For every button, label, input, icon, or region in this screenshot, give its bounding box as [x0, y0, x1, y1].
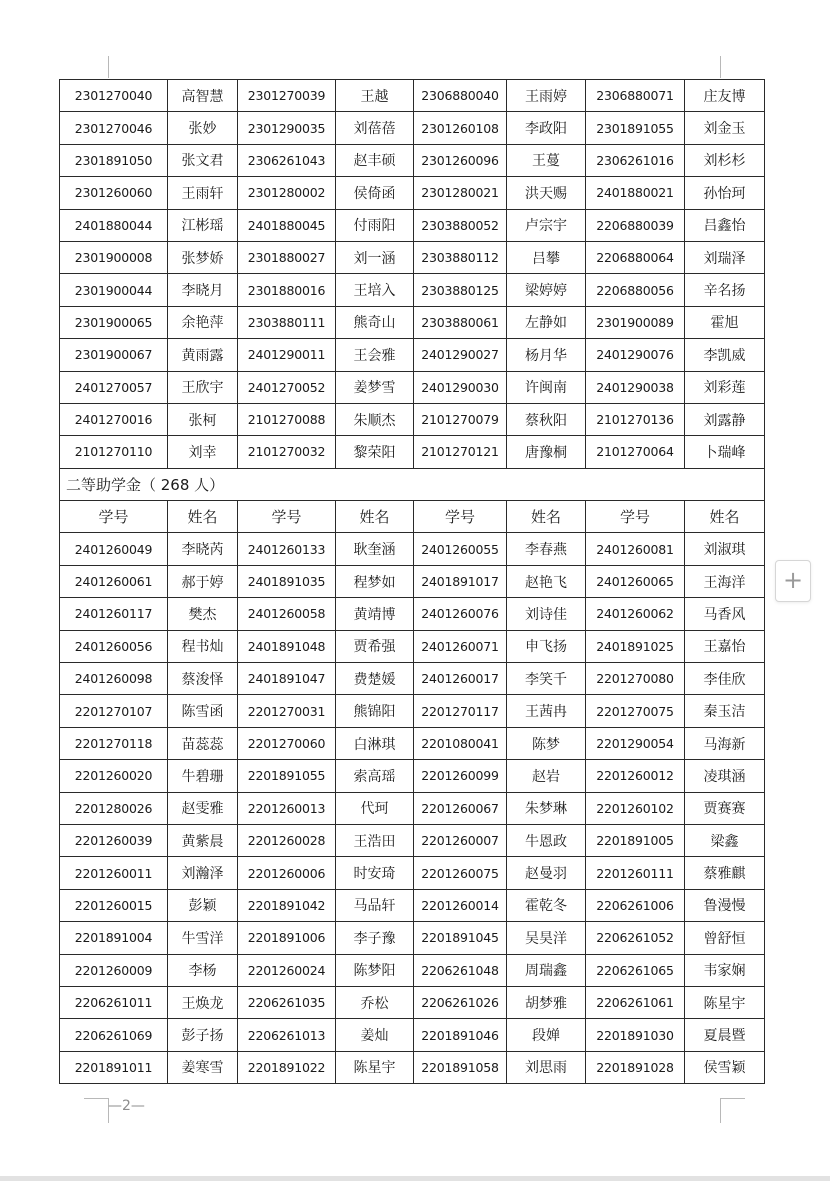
student-id-cell: 2301900089 [586, 306, 685, 338]
student-name-cell: 马品轩 [336, 889, 414, 921]
student-name-cell: 姜寒雪 [168, 1051, 238, 1083]
add-button[interactable]: + [775, 560, 811, 602]
student-id-cell: 2201280026 [60, 792, 168, 824]
student-id-cell: 2201260009 [60, 954, 168, 986]
student-id-cell: 2201270080 [586, 663, 685, 695]
student-id-cell: 2301880027 [238, 241, 336, 273]
student-name-cell: 刘诗佳 [507, 598, 586, 630]
student-id-cell: 2401891048 [238, 630, 336, 662]
table-row [60, 403, 765, 435]
student-name-cell: 苗蕊蕊 [168, 727, 238, 759]
student-id-cell: 2201260012 [586, 760, 685, 792]
student-id-cell: 2401260071 [414, 630, 507, 662]
student-name-cell: 刘一涵 [336, 241, 414, 273]
student-id-cell: 2201260020 [60, 760, 168, 792]
student-id-cell: 2401891025 [586, 630, 685, 662]
student-name-cell: 王海洋 [685, 565, 765, 597]
student-name-cell: 蔡浚怿 [168, 663, 238, 695]
student-id-cell: 2206880039 [586, 209, 685, 241]
student-id-cell: 2301280002 [238, 177, 336, 209]
student-name-cell: 王焕龙 [168, 986, 238, 1018]
student-name-cell: 刘瑞泽 [685, 241, 765, 273]
table-row [60, 306, 765, 338]
student-id-cell: 2306261043 [238, 144, 336, 176]
student-name-cell: 洪天赐 [507, 177, 586, 209]
student-id-cell: 2306261016 [586, 144, 685, 176]
table-row [60, 922, 765, 954]
student-id-cell: 2201260007 [414, 824, 507, 856]
student-name-cell: 王欣宇 [168, 371, 238, 403]
student-name-cell: 王嘉怡 [685, 630, 765, 662]
column-header-name: 姓名 [336, 501, 414, 533]
table-row [60, 824, 765, 856]
status-bar [0, 1176, 830, 1181]
table-row [60, 792, 765, 824]
student-name-cell: 熊锦阳 [336, 695, 414, 727]
student-name-cell: 梁婷婷 [507, 274, 586, 306]
student-id-cell: 2301270039 [238, 80, 336, 112]
student-id-cell: 2401260049 [60, 533, 168, 565]
table-row [60, 144, 765, 176]
student-id-cell: 2206261069 [60, 1019, 168, 1051]
student-name-cell: 赵艳飞 [507, 565, 586, 597]
table-row [60, 112, 765, 144]
student-name-cell: 牛恩政 [507, 824, 586, 856]
student-name-cell: 赵岩 [507, 760, 586, 792]
student-name-cell: 黄雨露 [168, 339, 238, 371]
student-name-cell: 樊杰 [168, 598, 238, 630]
student-id-cell: 2201260015 [60, 889, 168, 921]
student-id-cell: 2401260098 [60, 663, 168, 695]
student-name-cell: 周瑞鑫 [507, 954, 586, 986]
student-name-cell: 陈梦 [507, 727, 586, 759]
student-name-cell: 凌琪涵 [685, 760, 765, 792]
student-name-cell: 郝于婷 [168, 565, 238, 597]
student-id-cell: 2201270060 [238, 727, 336, 759]
student-id-cell: 2301280021 [414, 177, 507, 209]
student-id-cell: 2201260013 [238, 792, 336, 824]
table-row [60, 436, 765, 468]
student-name-cell: 夏晨暨 [685, 1019, 765, 1051]
student-id-cell: 2301880016 [238, 274, 336, 306]
student-name-cell: 张妙 [168, 112, 238, 144]
student-name-cell: 霍旭 [685, 306, 765, 338]
student-id-cell: 2401260058 [238, 598, 336, 630]
student-id-cell: 2401891017 [414, 565, 507, 597]
column-header-id: 学号 [414, 501, 507, 533]
crop-mark-top-right [720, 56, 741, 78]
student-name-cell: 梁鑫 [685, 824, 765, 856]
student-id-cell: 2301290035 [238, 112, 336, 144]
student-name-cell: 李佳欣 [685, 663, 765, 695]
student-name-cell: 曾舒恒 [685, 922, 765, 954]
student-name-cell: 侯倚函 [336, 177, 414, 209]
student-id-cell: 2401880044 [60, 209, 168, 241]
student-name-cell: 马海新 [685, 727, 765, 759]
table-row [60, 1019, 765, 1051]
student-name-cell: 熊奇山 [336, 306, 414, 338]
student-id-cell: 2201270118 [60, 727, 168, 759]
student-id-cell: 2101270032 [238, 436, 336, 468]
student-id-cell: 2101270136 [586, 403, 685, 435]
student-id-cell: 2201891045 [414, 922, 507, 954]
student-id-cell: 2201891046 [414, 1019, 507, 1051]
student-id-cell: 2201290054 [586, 727, 685, 759]
student-name-cell: 黄靖博 [336, 598, 414, 630]
student-id-cell: 2401270052 [238, 371, 336, 403]
table-row [60, 274, 765, 306]
student-name-cell: 白淋琪 [336, 727, 414, 759]
student-name-cell: 侯雪颖 [685, 1051, 765, 1083]
crop-mark-bottom-left [84, 1098, 109, 1123]
student-id-cell: 2401260056 [60, 630, 168, 662]
student-id-cell: 2301900044 [60, 274, 168, 306]
table-row [60, 371, 765, 403]
student-name-cell: 鲁漫慢 [685, 889, 765, 921]
column-header-name: 姓名 [168, 501, 238, 533]
student-name-cell: 李晓芮 [168, 533, 238, 565]
student-id-cell: 2401270016 [60, 403, 168, 435]
student-name-cell: 王蔓 [507, 144, 586, 176]
table-row [60, 80, 765, 112]
student-id-cell: 2101270079 [414, 403, 507, 435]
student-name-cell: 孙怡珂 [685, 177, 765, 209]
student-name-cell: 胡梦雅 [507, 986, 586, 1018]
student-id-cell: 2206261011 [60, 986, 168, 1018]
student-name-cell: 程梦如 [336, 565, 414, 597]
student-name-cell: 王雨婷 [507, 80, 586, 112]
student-id-cell: 2301891055 [586, 112, 685, 144]
student-name-cell: 段婵 [507, 1019, 586, 1051]
student-id-cell: 2201891028 [586, 1051, 685, 1083]
column-header-name: 姓名 [685, 501, 765, 533]
section-title: 二等助学金（ 268 人） [60, 468, 765, 500]
student-id-cell: 2201260028 [238, 824, 336, 856]
student-name-cell: 马香风 [685, 598, 765, 630]
student-name-cell: 吴昊洋 [507, 922, 586, 954]
student-name-cell: 吕鑫怡 [685, 209, 765, 241]
student-name-cell: 付雨阳 [336, 209, 414, 241]
student-name-cell: 程书灿 [168, 630, 238, 662]
student-id-cell: 2201260075 [414, 857, 507, 889]
student-name-cell: 王雨轩 [168, 177, 238, 209]
student-id-cell: 2303880111 [238, 306, 336, 338]
student-name-cell: 高智慧 [168, 80, 238, 112]
student-name-cell: 杨月华 [507, 339, 586, 371]
student-name-cell: 耿奎涵 [336, 533, 414, 565]
student-id-cell: 2301891050 [60, 144, 168, 176]
student-id-cell: 2201891030 [586, 1019, 685, 1051]
student-name-cell: 彭颖 [168, 889, 238, 921]
student-name-cell: 李春燕 [507, 533, 586, 565]
student-id-cell: 2206261013 [238, 1019, 336, 1051]
student-name-cell: 李晓月 [168, 274, 238, 306]
student-id-cell: 2201260099 [414, 760, 507, 792]
student-name-cell: 卢宗宇 [507, 209, 586, 241]
student-id-cell: 2401290030 [414, 371, 507, 403]
table-row [60, 177, 765, 209]
student-name-cell: 刘思雨 [507, 1051, 586, 1083]
student-id-cell: 2303880052 [414, 209, 507, 241]
student-id-cell: 2401270057 [60, 371, 168, 403]
student-name-cell: 张梦娇 [168, 241, 238, 273]
student-id-cell: 2301900065 [60, 306, 168, 338]
section-row [60, 468, 765, 500]
student-id-cell: 2206880064 [586, 241, 685, 273]
student-name-cell: 乔松 [336, 986, 414, 1018]
student-id-cell: 2303880112 [414, 241, 507, 273]
student-name-cell: 王茜冉 [507, 695, 586, 727]
student-id-cell: 2301260060 [60, 177, 168, 209]
student-name-cell: 刘蓓蓓 [336, 112, 414, 144]
student-id-cell: 2201891005 [586, 824, 685, 856]
student-id-cell: 2201260006 [238, 857, 336, 889]
student-name-cell: 代珂 [336, 792, 414, 824]
student-id-cell: 2301900067 [60, 339, 168, 371]
table-row [60, 857, 765, 889]
student-id-cell: 2301260096 [414, 144, 507, 176]
table-row [60, 1051, 765, 1083]
student-id-cell: 2303880125 [414, 274, 507, 306]
student-name-cell: 朱顺杰 [336, 403, 414, 435]
student-name-cell: 庄友博 [685, 80, 765, 112]
student-name-cell: 蔡秋阳 [507, 403, 586, 435]
table-row [60, 598, 765, 630]
student-id-cell: 2101270121 [414, 436, 507, 468]
student-name-cell: 贾希强 [336, 630, 414, 662]
table-row [60, 727, 765, 759]
student-id-cell: 2201260024 [238, 954, 336, 986]
student-name-cell: 卜瑞峰 [685, 436, 765, 468]
student-name-cell: 秦玉洁 [685, 695, 765, 727]
student-id-cell: 2401891047 [238, 663, 336, 695]
student-id-cell: 2401260017 [414, 663, 507, 695]
column-header-id: 学号 [238, 501, 336, 533]
student-name-cell: 朱梦琳 [507, 792, 586, 824]
column-header-id: 学号 [586, 501, 685, 533]
student-name-cell: 牛雪洋 [168, 922, 238, 954]
student-id-cell: 2201891011 [60, 1051, 168, 1083]
student-id-cell: 2201891022 [238, 1051, 336, 1083]
student-id-cell: 2206261061 [586, 986, 685, 1018]
student-name-cell: 王培入 [336, 274, 414, 306]
student-id-cell: 2401880045 [238, 209, 336, 241]
column-header-id: 学号 [60, 501, 168, 533]
student-id-cell: 2201891004 [60, 922, 168, 954]
student-id-cell: 2401290076 [586, 339, 685, 371]
student-id-cell: 2201270117 [414, 695, 507, 727]
student-id-cell: 2401290038 [586, 371, 685, 403]
student-id-cell: 2201891055 [238, 760, 336, 792]
student-id-cell: 2401260055 [414, 533, 507, 565]
student-id-cell: 2401290027 [414, 339, 507, 371]
table-row [60, 986, 765, 1018]
student-id-cell: 2401260081 [586, 533, 685, 565]
student-name-cell: 江彬瑶 [168, 209, 238, 241]
student-name-cell: 赵曼羽 [507, 857, 586, 889]
student-id-cell: 2201891042 [238, 889, 336, 921]
student-id-cell: 2206261052 [586, 922, 685, 954]
student-id-cell: 2206261035 [238, 986, 336, 1018]
student-id-cell: 2206261006 [586, 889, 685, 921]
scholarship-table [59, 79, 765, 1084]
table-row [60, 760, 765, 792]
student-id-cell: 2401880021 [586, 177, 685, 209]
student-id-cell: 2301270040 [60, 80, 168, 112]
crop-mark-bottom-right [720, 1098, 745, 1123]
student-name-cell: 王浩田 [336, 824, 414, 856]
table-row [60, 241, 765, 273]
student-name-cell: 刘瀚泽 [168, 857, 238, 889]
page-number: —2— [108, 1098, 145, 1114]
table-row [60, 565, 765, 597]
student-name-cell: 刘杉杉 [685, 144, 765, 176]
student-name-cell: 霍乾冬 [507, 889, 586, 921]
student-id-cell: 2201260014 [414, 889, 507, 921]
student-name-cell: 张文君 [168, 144, 238, 176]
student-id-cell: 2401260076 [414, 598, 507, 630]
student-name-cell: 黄紫晨 [168, 824, 238, 856]
student-name-cell: 黎荣阳 [336, 436, 414, 468]
student-name-cell: 王越 [336, 80, 414, 112]
student-name-cell: 吕攀 [507, 241, 586, 273]
student-id-cell: 2201080041 [414, 727, 507, 759]
student-name-cell: 刘露静 [685, 403, 765, 435]
student-id-cell: 2206261048 [414, 954, 507, 986]
table-row [60, 663, 765, 695]
student-name-cell: 索高瑶 [336, 760, 414, 792]
student-id-cell: 2101270088 [238, 403, 336, 435]
student-id-cell: 2201270075 [586, 695, 685, 727]
student-name-cell: 赵雯雅 [168, 792, 238, 824]
student-name-cell: 刘淑琪 [685, 533, 765, 565]
student-id-cell: 2201260039 [60, 824, 168, 856]
table-row [60, 533, 765, 565]
student-name-cell: 赵丰硕 [336, 144, 414, 176]
student-id-cell: 2201260011 [60, 857, 168, 889]
student-id-cell: 2206261026 [414, 986, 507, 1018]
student-id-cell: 2201891058 [414, 1051, 507, 1083]
student-id-cell: 2201891006 [238, 922, 336, 954]
student-name-cell: 申飞扬 [507, 630, 586, 662]
student-name-cell: 牛碧珊 [168, 760, 238, 792]
student-name-cell: 时安琦 [336, 857, 414, 889]
student-id-cell: 2306880040 [414, 80, 507, 112]
student-name-cell: 彭子扬 [168, 1019, 238, 1051]
student-id-cell: 2201270031 [238, 695, 336, 727]
student-name-cell: 张柯 [168, 403, 238, 435]
student-id-cell: 2301270046 [60, 112, 168, 144]
student-name-cell: 余艳萍 [168, 306, 238, 338]
student-name-cell: 韦家娴 [685, 954, 765, 986]
student-id-cell: 2401260133 [238, 533, 336, 565]
student-name-cell: 陈星宇 [685, 986, 765, 1018]
student-id-cell: 2303880061 [414, 306, 507, 338]
student-id-cell: 2201270107 [60, 695, 168, 727]
table-row [60, 954, 765, 986]
student-id-cell: 2101270110 [60, 436, 168, 468]
column-header-name: 姓名 [507, 501, 586, 533]
student-id-cell: 2401290011 [238, 339, 336, 371]
table-row [60, 339, 765, 371]
student-id-cell: 2306880071 [586, 80, 685, 112]
student-id-cell: 2206880056 [586, 274, 685, 306]
table-row [60, 209, 765, 241]
student-id-cell: 2401260117 [60, 598, 168, 630]
student-name-cell: 蔡雅麒 [685, 857, 765, 889]
student-id-cell: 2201260067 [414, 792, 507, 824]
student-name-cell: 刘彩莲 [685, 371, 765, 403]
student-id-cell: 2301900008 [60, 241, 168, 273]
student-name-cell: 左静如 [507, 306, 586, 338]
student-name-cell: 唐豫桐 [507, 436, 586, 468]
student-name-cell: 李政阳 [507, 112, 586, 144]
student-id-cell: 2206261065 [586, 954, 685, 986]
crop-mark-top-left [88, 56, 109, 78]
student-name-cell: 陈梦阳 [336, 954, 414, 986]
student-name-cell: 费楚媛 [336, 663, 414, 695]
student-id-cell: 2401260065 [586, 565, 685, 597]
student-name-cell: 王会雅 [336, 339, 414, 371]
header-row [60, 501, 765, 533]
student-id-cell: 2101270064 [586, 436, 685, 468]
student-name-cell: 许闽南 [507, 371, 586, 403]
student-name-cell: 李杨 [168, 954, 238, 986]
student-name-cell: 姜梦雪 [336, 371, 414, 403]
student-name-cell: 李子豫 [336, 922, 414, 954]
student-name-cell: 陈星宇 [336, 1051, 414, 1083]
student-name-cell: 陈雪函 [168, 695, 238, 727]
student-name-cell: 李笑千 [507, 663, 586, 695]
student-name-cell: 姜灿 [336, 1019, 414, 1051]
student-id-cell: 2201260111 [586, 857, 685, 889]
student-id-cell: 2401260062 [586, 598, 685, 630]
student-name-cell: 李凯威 [685, 339, 765, 371]
table-row [60, 695, 765, 727]
table-row [60, 889, 765, 921]
student-name-cell: 贾赛赛 [685, 792, 765, 824]
student-id-cell: 2401891035 [238, 565, 336, 597]
student-name-cell: 刘幸 [168, 436, 238, 468]
student-id-cell: 2201260102 [586, 792, 685, 824]
table-row [60, 630, 765, 662]
student-name-cell: 辛名扬 [685, 274, 765, 306]
student-id-cell: 2401260061 [60, 565, 168, 597]
student-id-cell: 2301260108 [414, 112, 507, 144]
student-name-cell: 刘金玉 [685, 112, 765, 144]
